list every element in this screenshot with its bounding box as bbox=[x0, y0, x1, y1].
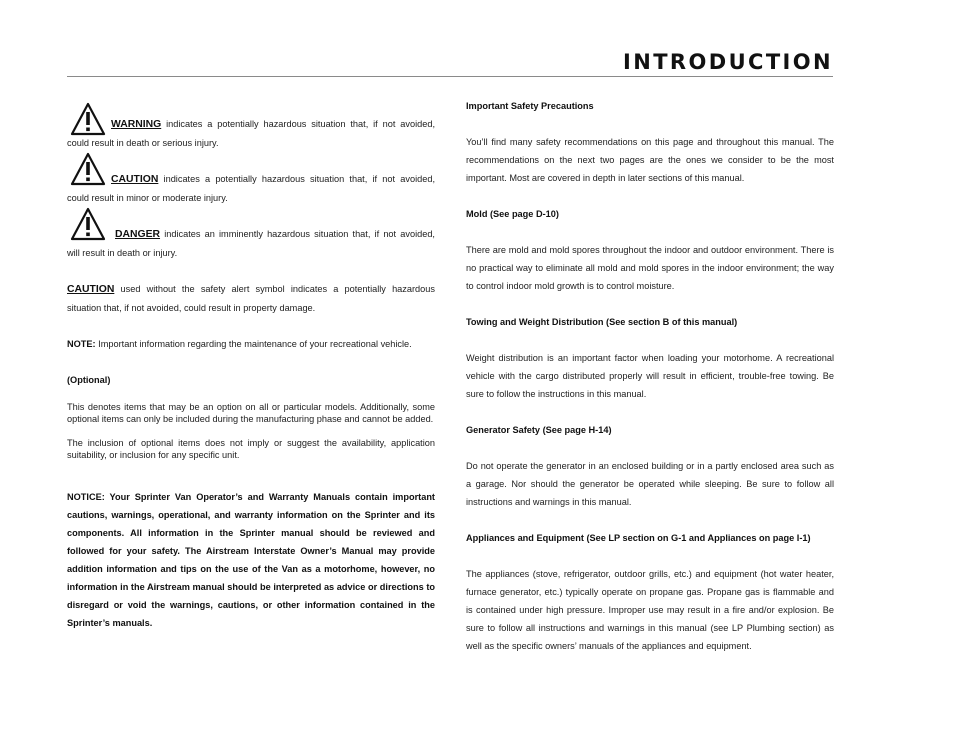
danger-alert-icon bbox=[70, 207, 106, 241]
section-generator bbox=[466, 421, 834, 511]
note-paragraph bbox=[67, 335, 435, 353]
section-text: The appliances (stove, refrigerator, outdoor grills, etc.) and equipment (hot water heater, furnace generator, etc.) typically operate on propane gas. Propane gas is flammable and is contained under high pressure. Improper use may result in a fire and/or explosion. Be sure to follow all instructions and warnings in this manual (see LP Plumbing section) as well as the specific owners’ manuals of the appliances and equipment. bbox=[466, 569, 834, 651]
section-text: You’ll find many safety recommendations on this page and throughout this manual. The recommendations on the next two pages are the ones we consider to be the most important. Most are covered in depth in later sections of this manual. bbox=[466, 137, 834, 183]
danger-text: indicates an imminently hazardous situation that, if not avoided, will result in death or injury. bbox=[67, 229, 435, 258]
warning-alert-icon bbox=[70, 102, 106, 136]
caution-text: indicates a potentially hazardous situation that, if not avoided, could result in minor or moderate injury. bbox=[67, 174, 435, 203]
section-heading: Important Safety Precautions bbox=[466, 101, 594, 111]
note-label: NOTE: bbox=[67, 339, 96, 349]
section-towing bbox=[466, 313, 834, 403]
caution-plain-text: used without the safety alert symbol indicates a potentially hazardous situation that, if not avoided, could result in property damage. bbox=[67, 284, 435, 313]
optional-heading: (Optional) bbox=[67, 375, 111, 385]
warning-text: indicates a potentially hazardous situation that, if not avoided, could result in death or serious injury. bbox=[67, 119, 435, 148]
section-text: There are mold and mold spores throughout the indoor and outdoor environment. There is no practical way to eliminate all mold and mold spores in the indoor environment; the way to control indoor mold growth is to control moisture. bbox=[466, 245, 834, 291]
right-column bbox=[466, 97, 834, 655]
note-text: Important information regarding the maintenance of your recreational vehicle. bbox=[98, 339, 412, 349]
caution-alert-icon bbox=[70, 152, 106, 186]
caution-plain-keyword: CAUTION bbox=[67, 284, 115, 295]
section-appliances bbox=[466, 529, 834, 655]
section-heading: Mold (See page D-10) bbox=[466, 209, 559, 219]
danger-block bbox=[67, 225, 435, 262]
caution-keyword: CAUTION bbox=[111, 174, 159, 185]
section-safety-precautions bbox=[466, 97, 834, 187]
warning-keyword: WARNING bbox=[111, 119, 162, 130]
caution-block bbox=[67, 170, 435, 207]
notice-paragraph: NOTICE: Your Sprinter Van Operator’s and Warranty Manuals contain important cautions, warnings, operational, and warranty information on the Sprinter and its components. All information in the Sprinter manual should be reviewed and followed for your safety. The Airstream Interstate Owner’s Manual may provide addition information and tips on the use of the Van as a motorhome, however, no information in the Airstream manual should be interpreted as advice or directions to disregard or void the warnings, cautions, or other information contained in the Sprinter’s manuals. bbox=[67, 492, 435, 628]
caution-plain-paragraph bbox=[67, 280, 435, 317]
optional-paragraph-1: This denotes items that may be an option on all or particular models. Additionally, some optional items can only be included during the manufacturing phase and cannot be added. bbox=[67, 402, 435, 424]
section-text: Do not operate the generator in an enclosed building or in a partly enclosed area such as a garage. Nor should the generator be operated while sleeping. Be sure to follow all instructions and warnings in this manual. bbox=[466, 461, 834, 507]
optional-paragraph-2: The inclusion of optional items does not imply or suggest the availability, application suitability, or inclusion for any specific unit. bbox=[67, 438, 435, 460]
section-heading: Towing and Weight Distribution (See section B of this manual) bbox=[466, 317, 738, 327]
section-heading: Generator Safety (See page H-14) bbox=[466, 425, 612, 435]
section-text: Weight distribution is an important factor when loading your motorhome. A recreational vehicle with the cargo distributed properly will result in efficient, trouble-free towing. Be sure to follow the instructions in this manual. bbox=[466, 353, 834, 399]
danger-keyword: DANGER bbox=[115, 229, 161, 240]
warning-block bbox=[67, 100, 435, 152]
section-mold bbox=[466, 205, 834, 295]
page-title: INTRODUCTION bbox=[623, 50, 833, 74]
header-rule bbox=[67, 76, 833, 77]
section-heading: Appliances and Equipment (See LP section on G-1 and Appliances on page I-1) bbox=[466, 533, 811, 543]
left-column bbox=[67, 100, 435, 632]
